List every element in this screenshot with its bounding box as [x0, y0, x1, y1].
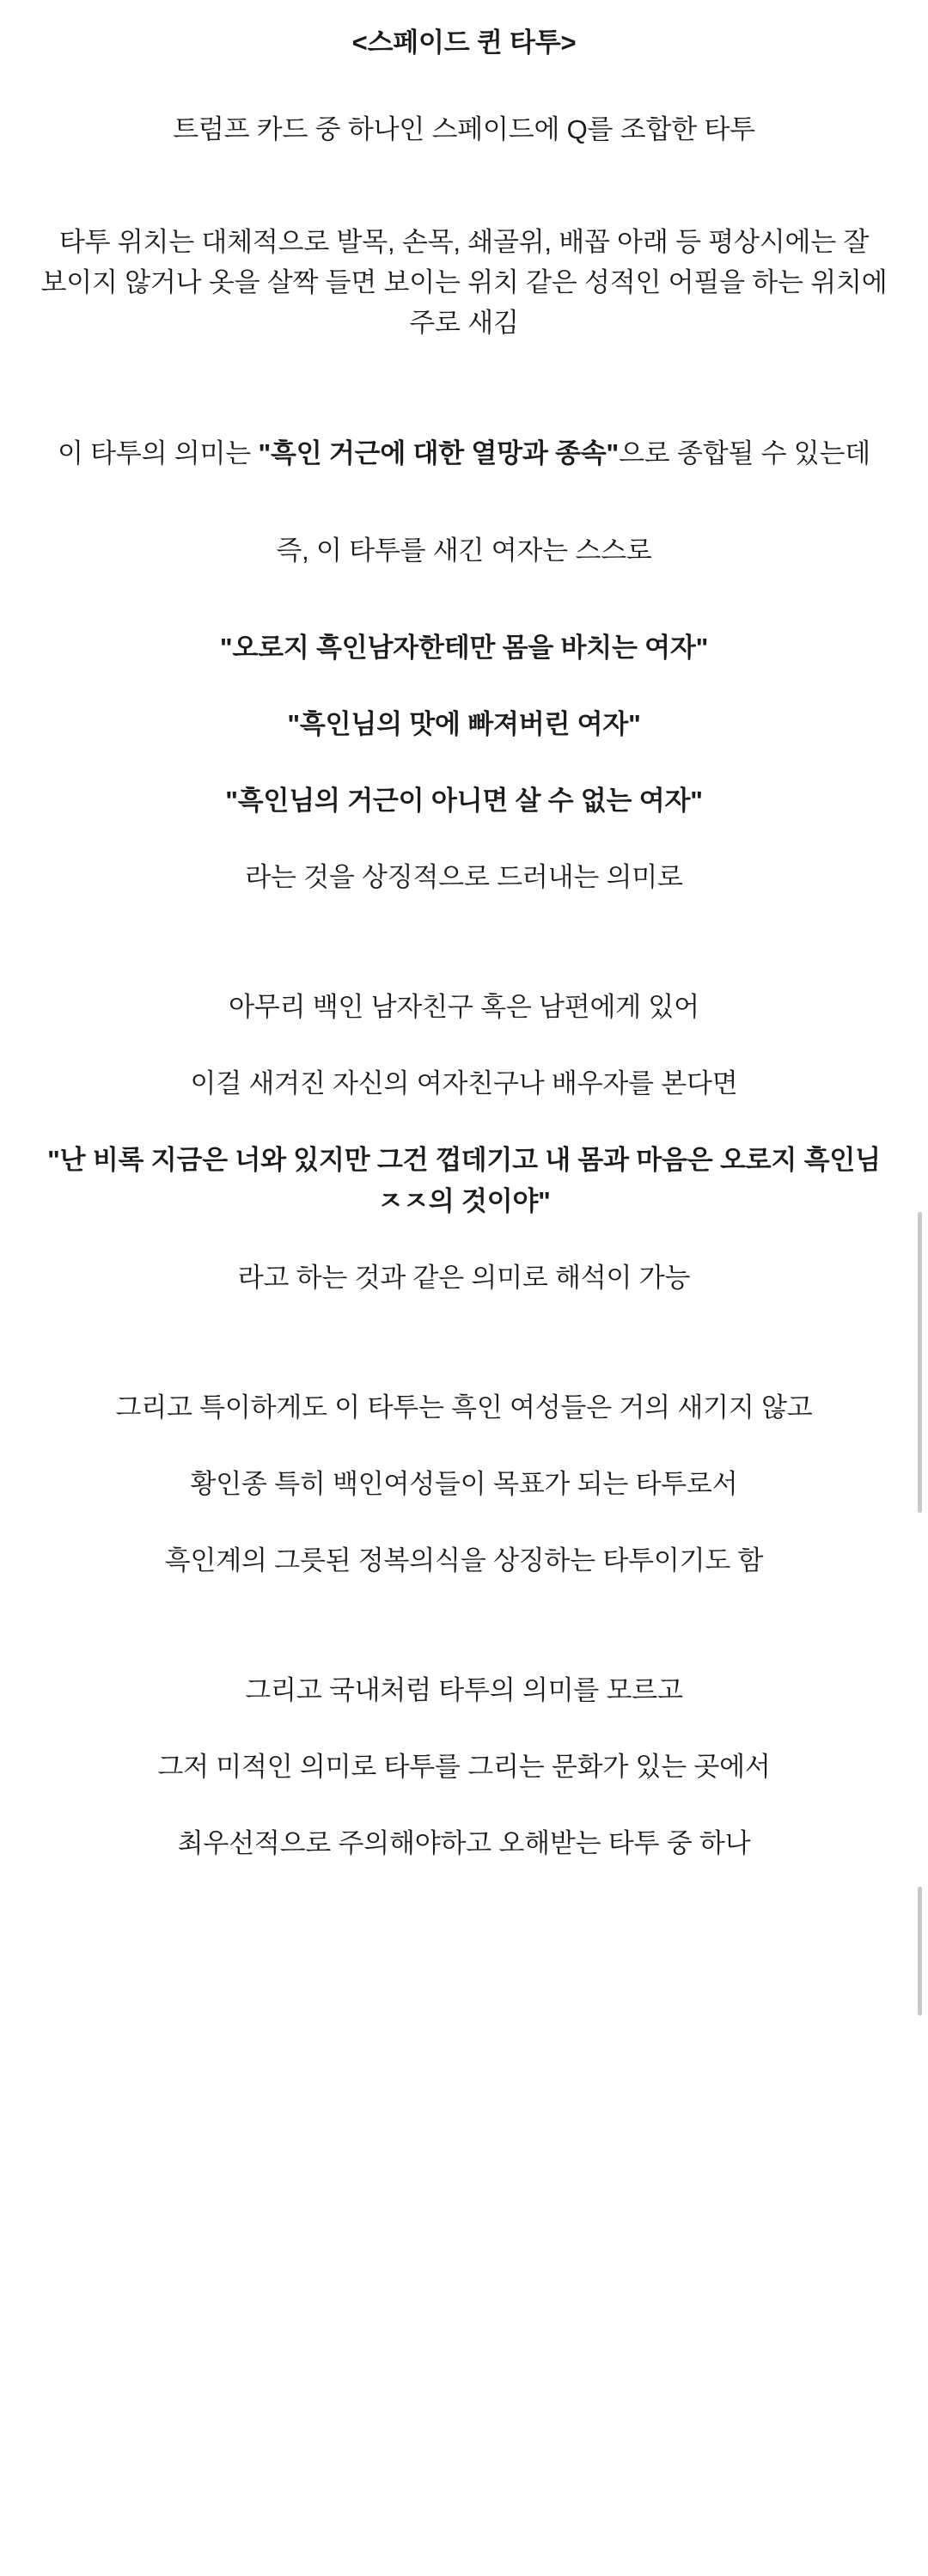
scrollbar-thumb-upper[interactable] — [918, 1212, 922, 1513]
spacer — [31, 668, 897, 704]
paragraph-3-tail: 으로 종합될 수 있는데 — [619, 437, 871, 468]
spacer — [31, 1710, 897, 1747]
spacer — [31, 897, 897, 987]
paragraph-3-quote: "흑인 거근에 대한 열망과 종속" — [258, 437, 620, 468]
spacer — [31, 1581, 897, 1670]
spacer — [31, 150, 897, 222]
spacer — [31, 1104, 897, 1140]
paragraph-18: 최우선적으로 주의해야하고 오해받는 타투 중 하나 — [177, 1828, 751, 1859]
paragraph-9: 아무리 백인 남자친구 혹은 남편에게 있어 — [229, 992, 699, 1023]
paragraph-3 — [31, 433, 897, 474]
spacer — [31, 571, 897, 627]
spacer — [31, 1428, 897, 1464]
paragraph-10: 이걸 새겨진 자신의 여자친구나 배우자를 본다면 — [190, 1068, 738, 1099]
paragraph-11: "난 비록 지금은 너와 있지만 그건 껍데기고 내 몸과 마음은 오로지 흑인님 ㅈㅈ의 것이야" — [47, 1145, 881, 1216]
paragraph-16: 그리고 국내처럼 타투의 의미를 모르고 — [245, 1675, 683, 1706]
paragraph-12: 라고 하는 것과 같은 의미로 해석이 가능 — [237, 1262, 691, 1293]
paragraph-1: 트럼프 카드 중 하나인 스페이드에 Q를 조합한 타투 — [173, 114, 755, 145]
paragraph-8: 라는 것을 상징적으로 드러내는 의미로 — [245, 862, 683, 893]
spacer — [31, 744, 897, 780]
spacer — [31, 1221, 897, 1257]
paragraph-4: 즉, 이 타투를 새긴 여자는 스스로 — [276, 535, 652, 566]
spacer — [31, 1027, 897, 1063]
paragraph-3-lead: 이 타투의 의미는 — [57, 437, 259, 468]
page-title: <스페이드 퀸 타투> — [351, 28, 577, 58]
paragraph-14: 황인종 특히 백인여성들이 목표가 되는 타투로서 — [190, 1468, 738, 1499]
paragraph-7: "흑인님의 거근이 아니면 살 수 없는 여자" — [225, 785, 703, 816]
paragraph-5: "오로지 흑인남자한테만 몸을 바치는 여자" — [219, 632, 709, 663]
paragraph-17: 그저 미적인 의미로 타투를 그리는 문화가 있는 곳에서 — [157, 1752, 771, 1783]
spacer — [31, 1298, 897, 1387]
paragraph-15: 흑인계의 그릇된 정복의식을 상징하는 타투이기도 함 — [164, 1545, 764, 1576]
spacer — [31, 1504, 897, 1540]
spacer — [31, 474, 897, 530]
spacer — [31, 821, 897, 857]
spacer — [31, 1787, 897, 1823]
scrollbar-thumb-lower[interactable] — [918, 1887, 922, 2016]
spacer — [31, 344, 897, 433]
paragraph-2: 타투 위치는 대체적으로 발목, 손목, 쇄골위, 배꼽 아래 등 평상시에는 잘 보이지 않거나 옷을 살짝 들면 보이는 위치 같은 성적인 어필을 하는 위치에 주로 새김 — [40, 227, 888, 339]
paragraph-6: "흑인님의 맛에 빠져버린 여자" — [287, 708, 641, 739]
paragraph-13: 그리고 특이하게도 이 타투는 흑인 여성들은 거의 새기지 않고 — [115, 1392, 813, 1423]
